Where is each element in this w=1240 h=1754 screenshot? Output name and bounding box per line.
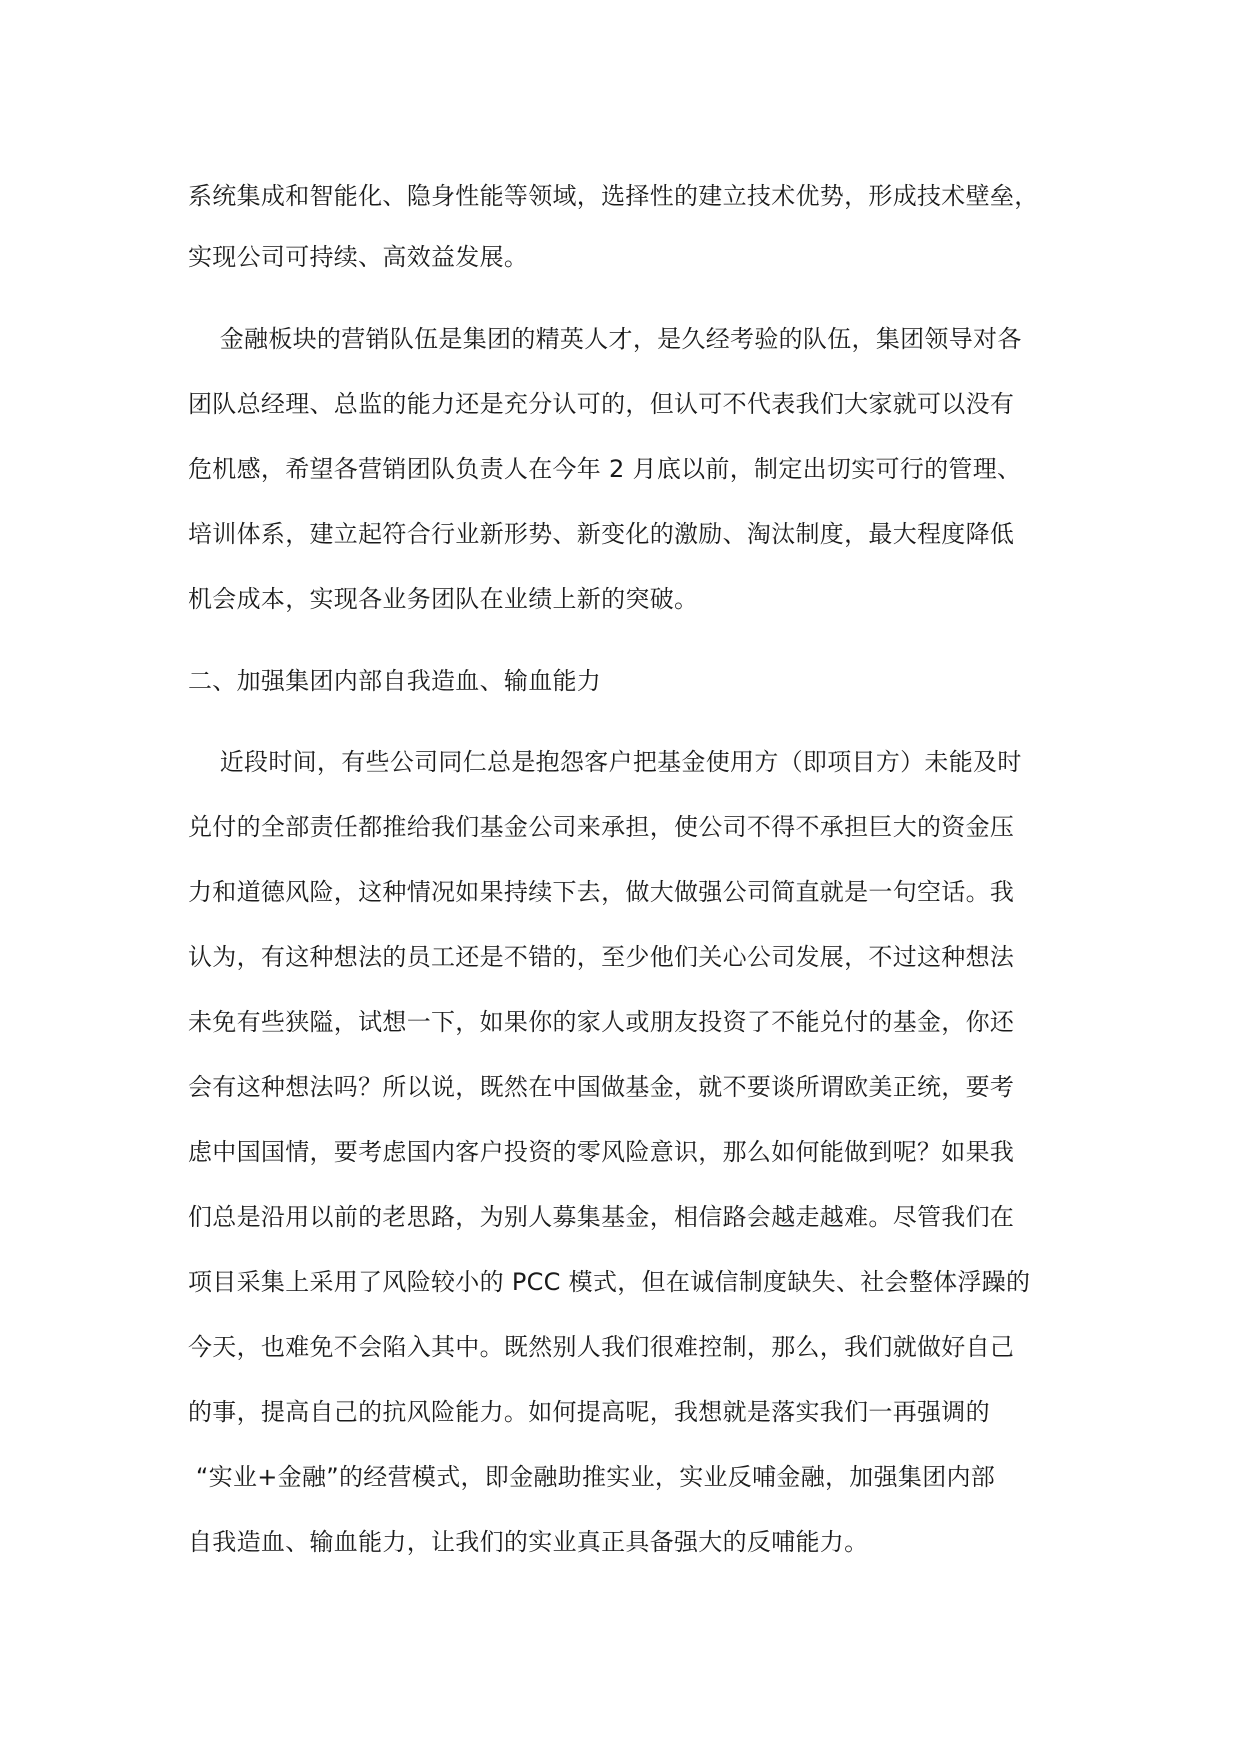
paragraph-line: 力和道德风险，这种情况如果持续下去，做大做强公司简直就是一句空话。我: [188, 878, 1015, 906]
paragraph-line: 金融板块的营销队伍是集团的精英人才，是久经考验的队伍，集团领导对各: [188, 325, 1022, 353]
paragraph-line: 团队总经理、总监的能力还是充分认可的，但认可不代表我们大家就可以没有: [188, 390, 1015, 418]
paragraph-line: 会有这种想法吗？所以说，既然在中国做基金，就不要谈所谓欧美正统，要考: [188, 1073, 1015, 1101]
paragraph-line: 机会成本，实现各业务团队在业绩上新的突破。: [188, 585, 699, 613]
paragraph-line: 的事，提高自己的抗风险能力。如何提高呢，我想就是落实我们一再强调的: [188, 1398, 990, 1426]
paragraph-line: 们总是沿用以前的老思路，为别人募集基金，相信路会越走越难。尽管我们在: [188, 1203, 1015, 1231]
paragraph-line: 实现公司可持续、高效益发展。: [188, 243, 529, 271]
paragraph-line: 今天，也难免不会陷入其中。既然别人我们很难控制，那么，我们就做好自己: [188, 1333, 1015, 1361]
section-heading: 二、加强集团内部自我造血、输血能力: [188, 667, 602, 695]
paragraph-line: 近段时间，有些公司同仁总是抱怨客户把基金使用方（即项目方）未能及时: [188, 748, 1022, 776]
paragraph-line: 培训体系，建立起符合行业新形势、新变化的激励、淘汰制度，最大程度降低: [188, 520, 1015, 548]
paragraph-line: 虑中国国情，要考虑国内客户投资的零风险意识，那么如何能做到呢？如果我: [188, 1138, 1015, 1166]
paragraph-line: 认为，有这种想法的员工还是不错的，至少他们关心公司发展，不过这种想法: [188, 943, 1015, 971]
paragraph-line: 未免有些狭隘，试想一下，如果你的家人或朋友投资了不能兑付的基金，你还: [188, 1008, 1015, 1036]
paragraph-line: 兑付的全部责任都推给我们基金公司来承担，使公司不得不承担巨大的资金压: [188, 813, 1015, 841]
paragraph-line: 项目采集上采用了风险较小的 PCC 模式，但在诚信制度缺失、社会整体浮躁的: [188, 1268, 1031, 1296]
paragraph-line: 自我造血、输血能力，让我们的实业真正具备强大的反哺能力。: [188, 1528, 869, 1556]
paragraph-line: “实业+金融”的经营模式，即金融助推实业，实业反哺金融，加强集团内部: [188, 1463, 996, 1491]
paragraph-line: 系统集成和智能化、隐身性能等领域，选择性的建立技术优势，形成技术壁垒，: [188, 182, 1039, 210]
paragraph-line: 危机感，希望各营销团队负责人在今年 2 月底以前，制定出切实可行的管理、: [188, 455, 1022, 483]
